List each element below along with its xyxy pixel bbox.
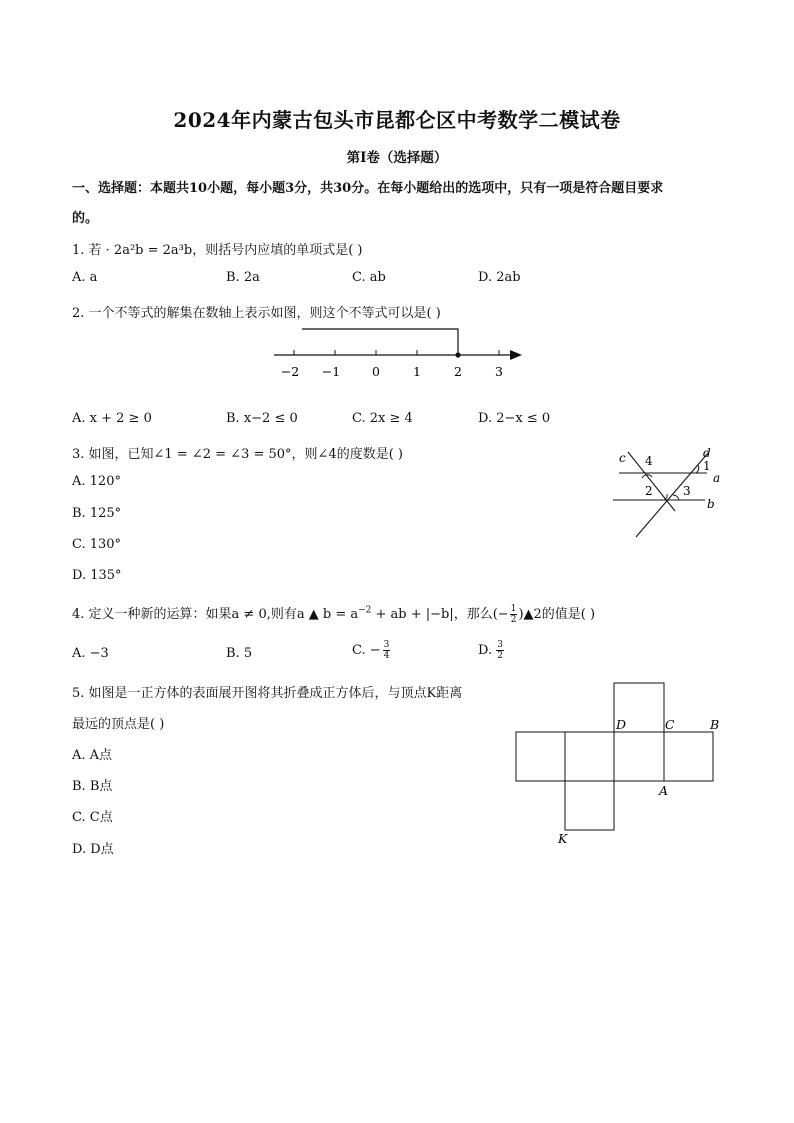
fraction-denominator: 2 (497, 651, 503, 661)
q2-option-a: A. x + 2 ≥ 0 (72, 411, 152, 426)
vertex-label-k: K (558, 831, 568, 846)
q5-option-a: A. A点 (72, 748, 113, 763)
label-angle-1: 1 (703, 459, 711, 473)
q2-option-b: B. x−2 ≤ 0 (226, 411, 298, 426)
q5-option-d: D. D点 (72, 842, 114, 857)
section-subtitle: 第I卷（选择题） (346, 150, 448, 166)
q4-stem-part3: )▲2的值是( ) (518, 607, 596, 622)
q3-option-c: C. 130° (72, 537, 122, 552)
fraction-numerator: 3 (497, 640, 503, 650)
q1-option-b: B. 2a (226, 270, 260, 285)
tick-label: 2 (454, 364, 462, 379)
q3-option-d: D. 135° (72, 568, 122, 583)
vertex-label-d: D (616, 717, 627, 732)
parallel-lines-figure (605, 442, 735, 542)
label-angle-3: 3 (683, 484, 691, 498)
q4-option-a: A. −3 (72, 646, 109, 661)
label-b: b (707, 497, 715, 511)
q1-option-a: A. a (72, 270, 98, 285)
label-c: c (619, 451, 626, 465)
label-angle-2: 2 (645, 484, 653, 498)
vertex-label-b: B (710, 717, 720, 732)
question-4-stem (72, 603, 595, 625)
net-face (614, 732, 664, 781)
number-line-arrow (510, 350, 522, 360)
q4-option-c-prefix: C. − (352, 643, 381, 658)
q3-option-a: A. 120° (72, 474, 121, 489)
vertex-label-c: C (665, 717, 675, 732)
q4-option-c (352, 640, 390, 661)
label-a: a (713, 471, 721, 485)
question-5-stem-line1: 5. 如图是一正方体的表面展开图将其折叠成正方体后，与顶点K距离 (72, 686, 463, 701)
tick-label: −1 (321, 364, 341, 379)
q2-option-d: D. 2−x ≤ 0 (478, 411, 551, 426)
q2-option-c: C. 2x ≥ 4 (352, 411, 413, 426)
question-2-stem: 2. 一个不等式的解集在数轴上表示如图，则这个不等式可以是( ) (72, 306, 441, 321)
net-face (516, 732, 565, 781)
label-angle-4: 4 (645, 454, 653, 468)
vertex-label-a: A (659, 783, 669, 798)
question-5-stem-line2: 最远的顶点是( ) (72, 717, 165, 732)
solid-endpoint (455, 352, 460, 357)
angle-3-arc (673, 495, 679, 500)
q4-fraction (510, 604, 518, 625)
page-title: 2024年内蒙古包头市昆都仑区中考数学二模试卷 (173, 108, 621, 132)
tick-label: 3 (495, 364, 503, 379)
q5-option-c: C. C点 (72, 810, 113, 825)
tick-label: 1 (413, 364, 421, 379)
q4-option-d-fraction (496, 640, 504, 661)
q4-option-c-fraction (383, 640, 391, 661)
fraction-denominator: 4 (383, 651, 390, 661)
tick-label: 0 (372, 364, 380, 379)
q4-fraction-denominator: 2 (510, 615, 517, 625)
q1-option-c: C. ab (352, 270, 386, 285)
fraction-numerator: 3 (383, 640, 390, 650)
question-3-stem: 3. 如图，已知∠1 = ∠2 = ∠3 = 50°，则∠4的度数是( ) (72, 447, 403, 462)
q1-option-d: D. 2ab (478, 270, 521, 285)
solution-ray (302, 329, 458, 355)
q4-option-d (478, 640, 504, 661)
net-face-bottom (565, 781, 614, 830)
net-face (664, 732, 713, 781)
q4-exponent: −2 (358, 605, 372, 616)
q3-option-b: B. 125° (72, 506, 122, 521)
q4-fraction-numerator: 1 (510, 604, 517, 614)
q4-stem-part1: 4. 定义一种新的运算：如果a ≠ 0,则有a ▲ b = a (72, 607, 359, 622)
q4-option-b: B. 5 (226, 646, 253, 661)
section-instructions-line1: 一、选择题：本题共10小题，每小题3分，共30分。在每小题给出的选项中，只有一项是符合题目要求 (72, 181, 664, 196)
number-line-figure (260, 320, 540, 384)
tick-label: −2 (280, 364, 300, 379)
section-instructions-line2: 的。 (72, 211, 99, 226)
label-d: d (703, 446, 711, 460)
net-face (565, 732, 614, 781)
question-1-stem: 1. 若 · 2a²b = 2a³b，则括号内应填的单项式是( ) (72, 243, 363, 258)
q5-option-b: B. B点 (72, 779, 113, 794)
cube-net-figure (505, 672, 735, 852)
q4-stem-part2: + ab + |−b|，那么(− (371, 607, 509, 622)
q4-option-d-prefix: D. (478, 643, 497, 658)
